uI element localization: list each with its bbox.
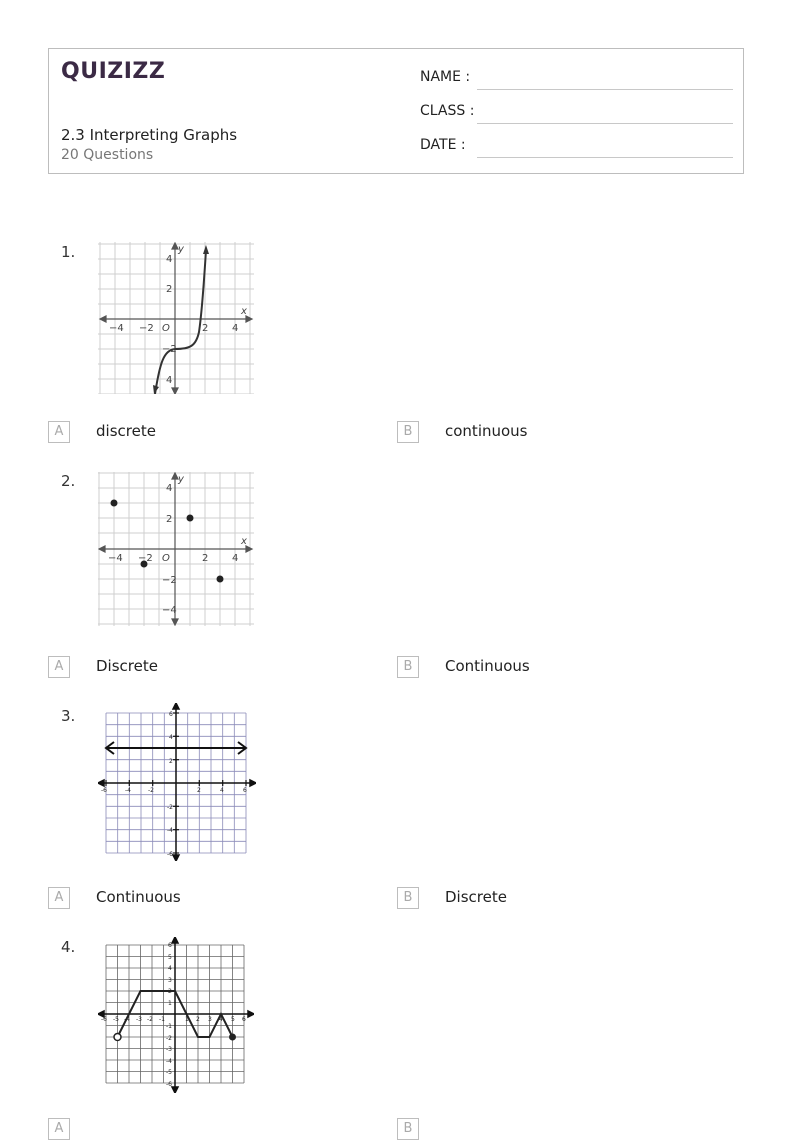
option-a-box[interactable]: A <box>48 1118 70 1140</box>
class-label: CLASS : <box>420 103 475 119</box>
date-line[interactable] <box>477 157 733 158</box>
option-a-box[interactable]: A <box>48 421 70 443</box>
horizontal-line-graph-icon <box>98 703 256 861</box>
tick-label: -1 <box>159 1016 165 1023</box>
tick-label: 4 <box>169 734 173 741</box>
tick-label: -6 <box>167 851 173 858</box>
option-a-box[interactable]: A <box>48 887 70 909</box>
tick-label: 2 <box>168 988 172 995</box>
tick-label: -6 <box>101 787 107 794</box>
tick-label: 4 <box>220 787 224 794</box>
tick-label: 2 <box>169 758 173 765</box>
tick-label: -3 <box>136 1016 142 1023</box>
date-label: DATE : <box>420 137 466 153</box>
option-a-box[interactable]: A <box>48 656 70 678</box>
tick-label: -6 <box>166 1081 172 1088</box>
tick-label: 4 <box>166 483 173 494</box>
tick-label: -2 <box>166 1035 172 1042</box>
tick-label: 6 <box>242 1016 246 1023</box>
tick-label: −2 <box>162 575 177 586</box>
class-line[interactable] <box>477 123 733 124</box>
tick-label: -5 <box>113 1016 119 1023</box>
tick-label: -2 <box>148 787 154 794</box>
tick-label: 6 <box>168 942 172 949</box>
option-a-text[interactable]: Discrete <box>96 657 158 675</box>
tick-label: 2 <box>196 1016 200 1023</box>
question-number: 4. <box>61 938 76 956</box>
tick-label: 4 <box>168 965 172 972</box>
origin-label: O <box>162 323 170 334</box>
option-b-text[interactable]: continuous <box>445 422 528 440</box>
tick-label: −2 <box>139 323 154 334</box>
option-b-box[interactable]: B <box>397 887 419 909</box>
option-b-text[interactable]: Discrete <box>445 888 507 906</box>
tick-label: −2 <box>138 553 153 564</box>
tick-label: -4 <box>125 787 131 794</box>
option-a-text[interactable]: Continuous <box>96 888 181 906</box>
data-point <box>111 500 118 507</box>
tick-label: 4 <box>232 323 239 334</box>
tick-label: -2 <box>167 804 173 811</box>
tick-label: 4 <box>219 1016 223 1023</box>
tick-label: -4 <box>166 1058 172 1065</box>
y-axis-label: y <box>178 244 184 255</box>
tick-label: 6 <box>169 711 173 718</box>
worksheet-title: 2.3 Interpreting Graphs <box>61 126 238 144</box>
data-point <box>187 515 194 522</box>
tick-label: −4 <box>108 553 123 564</box>
option-a-text[interactable]: discrete <box>96 422 156 440</box>
tick-label: -1 <box>166 1023 172 1030</box>
name-line[interactable] <box>477 89 733 90</box>
tick-label: 5 <box>231 1016 235 1023</box>
tick-label: 3 <box>208 1016 212 1023</box>
tick-label: -3 <box>166 1046 172 1053</box>
tick-label: 2 <box>166 284 173 295</box>
option-b-box[interactable]: B <box>397 656 419 678</box>
x-axis-label: x <box>241 306 247 317</box>
tick-label: 2 <box>202 323 209 334</box>
data-point <box>217 576 224 583</box>
question-number: 2. <box>61 472 76 490</box>
tick-label: 4 <box>166 375 173 386</box>
tick-label: −2 <box>162 344 177 355</box>
open-endpoint <box>114 1034 121 1041</box>
question-number: 3. <box>61 707 76 725</box>
tick-label: -2 <box>147 1016 153 1023</box>
tick-label: -5 <box>166 1069 172 1076</box>
tick-label: 2 <box>166 514 173 525</box>
question-number: 1. <box>61 243 76 261</box>
option-b-box[interactable]: B <box>397 1118 419 1140</box>
tick-label: 4 <box>166 254 173 265</box>
origin-label: O <box>162 553 170 564</box>
quizizz-logo: QUIZIZZ <box>61 59 166 84</box>
tick-label: −4 <box>162 605 177 616</box>
tick-label: 3 <box>168 977 172 984</box>
tick-label: -6 <box>101 1016 107 1023</box>
question-count: 20 Questions <box>61 147 154 163</box>
y-axis-label: y <box>178 474 184 485</box>
tick-label: 6 <box>243 787 247 794</box>
closed-endpoint <box>229 1034 236 1041</box>
scatter-points-graph-icon <box>98 472 254 626</box>
tick-label: 2 <box>202 553 209 564</box>
cubic-curve-graph-icon <box>98 242 254 394</box>
option-b-text[interactable]: Continuous <box>445 657 530 675</box>
tick-label: 2 <box>197 787 201 794</box>
tick-label: -4 <box>124 1016 130 1023</box>
name-label: NAME : <box>420 69 471 85</box>
option-b-box[interactable]: B <box>397 421 419 443</box>
tick-label: 4 <box>232 553 239 564</box>
tick-label: −4 <box>109 323 124 334</box>
tick-label: 5 <box>168 954 172 961</box>
worksheet-header <box>48 48 744 174</box>
tick-label: 1 <box>185 1016 189 1023</box>
piecewise-line-graph-icon <box>98 937 254 1093</box>
tick-label: -4 <box>167 827 173 834</box>
tick-label: 1 <box>168 1000 172 1007</box>
x-axis-label: x <box>241 536 247 547</box>
